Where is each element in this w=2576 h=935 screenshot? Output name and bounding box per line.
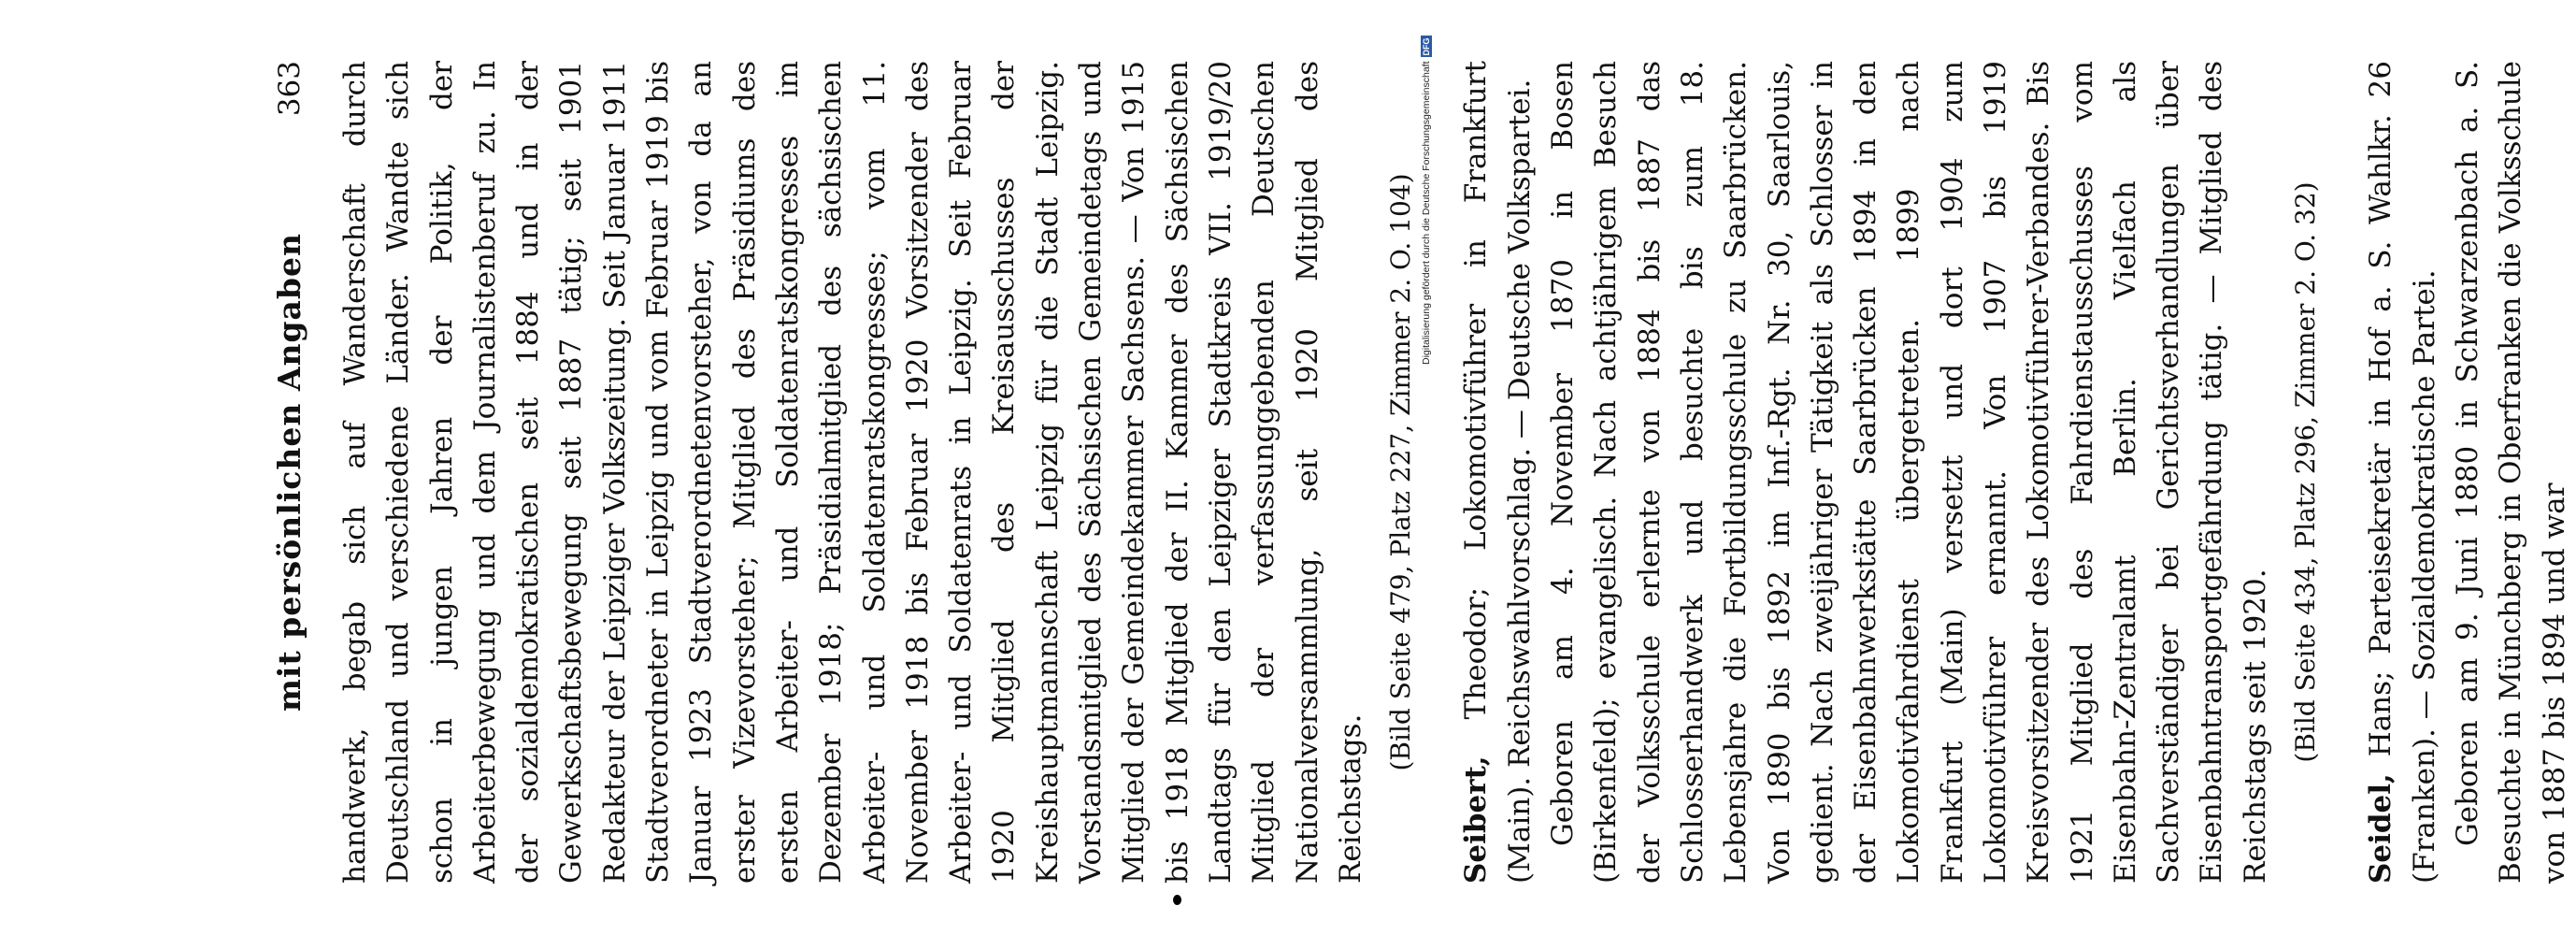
page-number: 363 (273, 61, 307, 117)
entry-heading (1454, 61, 1541, 884)
entry-name: Seibert, (1459, 755, 1494, 884)
page-header (268, 61, 311, 884)
image-reference: (Bild Seite 434, Platz 296, Zimmer 2. O. 32) (2290, 181, 2322, 763)
entry-headline: Hans; Parteisekretär in Hof a. S. Wahlkr. 26 (Franken). — Sozialdemokratische Partei. (2364, 61, 2441, 884)
entry-name: Seidel, (2364, 773, 2398, 884)
page-title: mit persönlichen Angaben (271, 233, 308, 712)
funding-note (1421, 0, 1441, 935)
ink-dot (1173, 895, 1181, 905)
entry-bio-text: Geboren am 4. November 1870 in Bosen (Birkenfeld); evangelisch. Nach achtjährigem Besuch der Volksschule erlernte von 1884 bis 1887 das Schlosserhandwerk und besuchte bis zum 18. Lebensjahre die Fortbildungsschule zu Saarbrücken. Von 1890 bis 1892 im Inf.-Rgt. Nr. 30, Saarlouis, gedient. Nach zweijähriger Tätigkeit als Schlosser in der Eisenbahnwerkstätte Saarbrücken 1894 in den Lokomotivfahrdienst übergetreten. 1899 nach Frankfurt (Main) versetzt und dort 1904 zum Lokomotivführer ernannt. Von 1907 bis 1919 Kreisvorsitzender des Lokomotivführer-Verbandes. Bis 1921 Mitglied des Fahrdienstausschusses vom Eisenbahn-Zentralamt Berlin. Vielfach als Sachverständiger bei Gerichtsverhandlungen über Eisenbahntransportgefährdung tätig. — Mitglied des Reichstags seit 1920. (1546, 61, 2272, 884)
image-reference: (Bild Seite 479, Platz 227, Zimmer 2. O. 104) (1385, 173, 1417, 771)
dfg-logo: DFG (1422, 37, 1431, 56)
funding-text: Digitalisierung gefördert durch die Deutsche Forschungsgemeinschaft (1421, 61, 1432, 365)
side-note (1421, 0, 1441, 935)
entry-biography (1541, 61, 2277, 884)
entry-biography (2446, 61, 2576, 884)
entry-headline: Theodor; Lokomotivführer in Frankfurt (Main). Reichswahlvorschlag. — Deutsche Volkspartei. (1459, 61, 1537, 884)
body-text (334, 61, 2576, 884)
entry-continuation: handwerk, begab sich auf Wanderschaft durch Deutschland und verschiedene Länder. Wandte sich schon in jungen Jahren der Politik, der Arbeiterbewegung und dem Journalistenberuf zu. In der sozialdemokratischen seit 1884 und in der Gewerkschaftsbewegung seit 1887 tätig; seit 1901 Redakteur der Leipziger Volkszeitung. Seit Januar 1911 Stadtverordneter in Leipzig und vom Februar 1919 bis Januar 1923 Stadtverordnetenvorsteher, von da an erster Vizevorsteher; Mitglied des Präsidiums des ersten Arbeiter- und Soldatenratskongresses im Dezember 1918; Präsidialmitglied des sächsischen Arbeiter- und Soldatenratskongresses; vom 11. November 1918 bis Februar 1920 Vorsitzender des Arbeiter- und Soldatenrats in Leipzig. Seit Februar 1920 Mitglied des Kreisausschusses der Kreishauptmannschaft Leipzig für die Stadt Leipzig. Vorstandsmitglied des Sächsischen Gemeindetags und Mitglied der Gemeindekammer Sachsens. — Von 1915 bis 1918 Mitglied der II. Kammer des Sächsischen Landtags für den Leipziger Stadtkreis VII. 1919/20 Mitglied der verfassunggebenden Deutschen Nationalversammlung, seit 1920 Mitglied des Reichstags. (338, 61, 1367, 884)
entry-heading (2359, 61, 2446, 884)
entry-bio-text: Geboren am 9. Juni 1880 in Schwarzenbach a. S. Besuchte in Münchberg in Oberfranken die Volksschule von 1887 bis 1894 und war (2450, 61, 2571, 884)
